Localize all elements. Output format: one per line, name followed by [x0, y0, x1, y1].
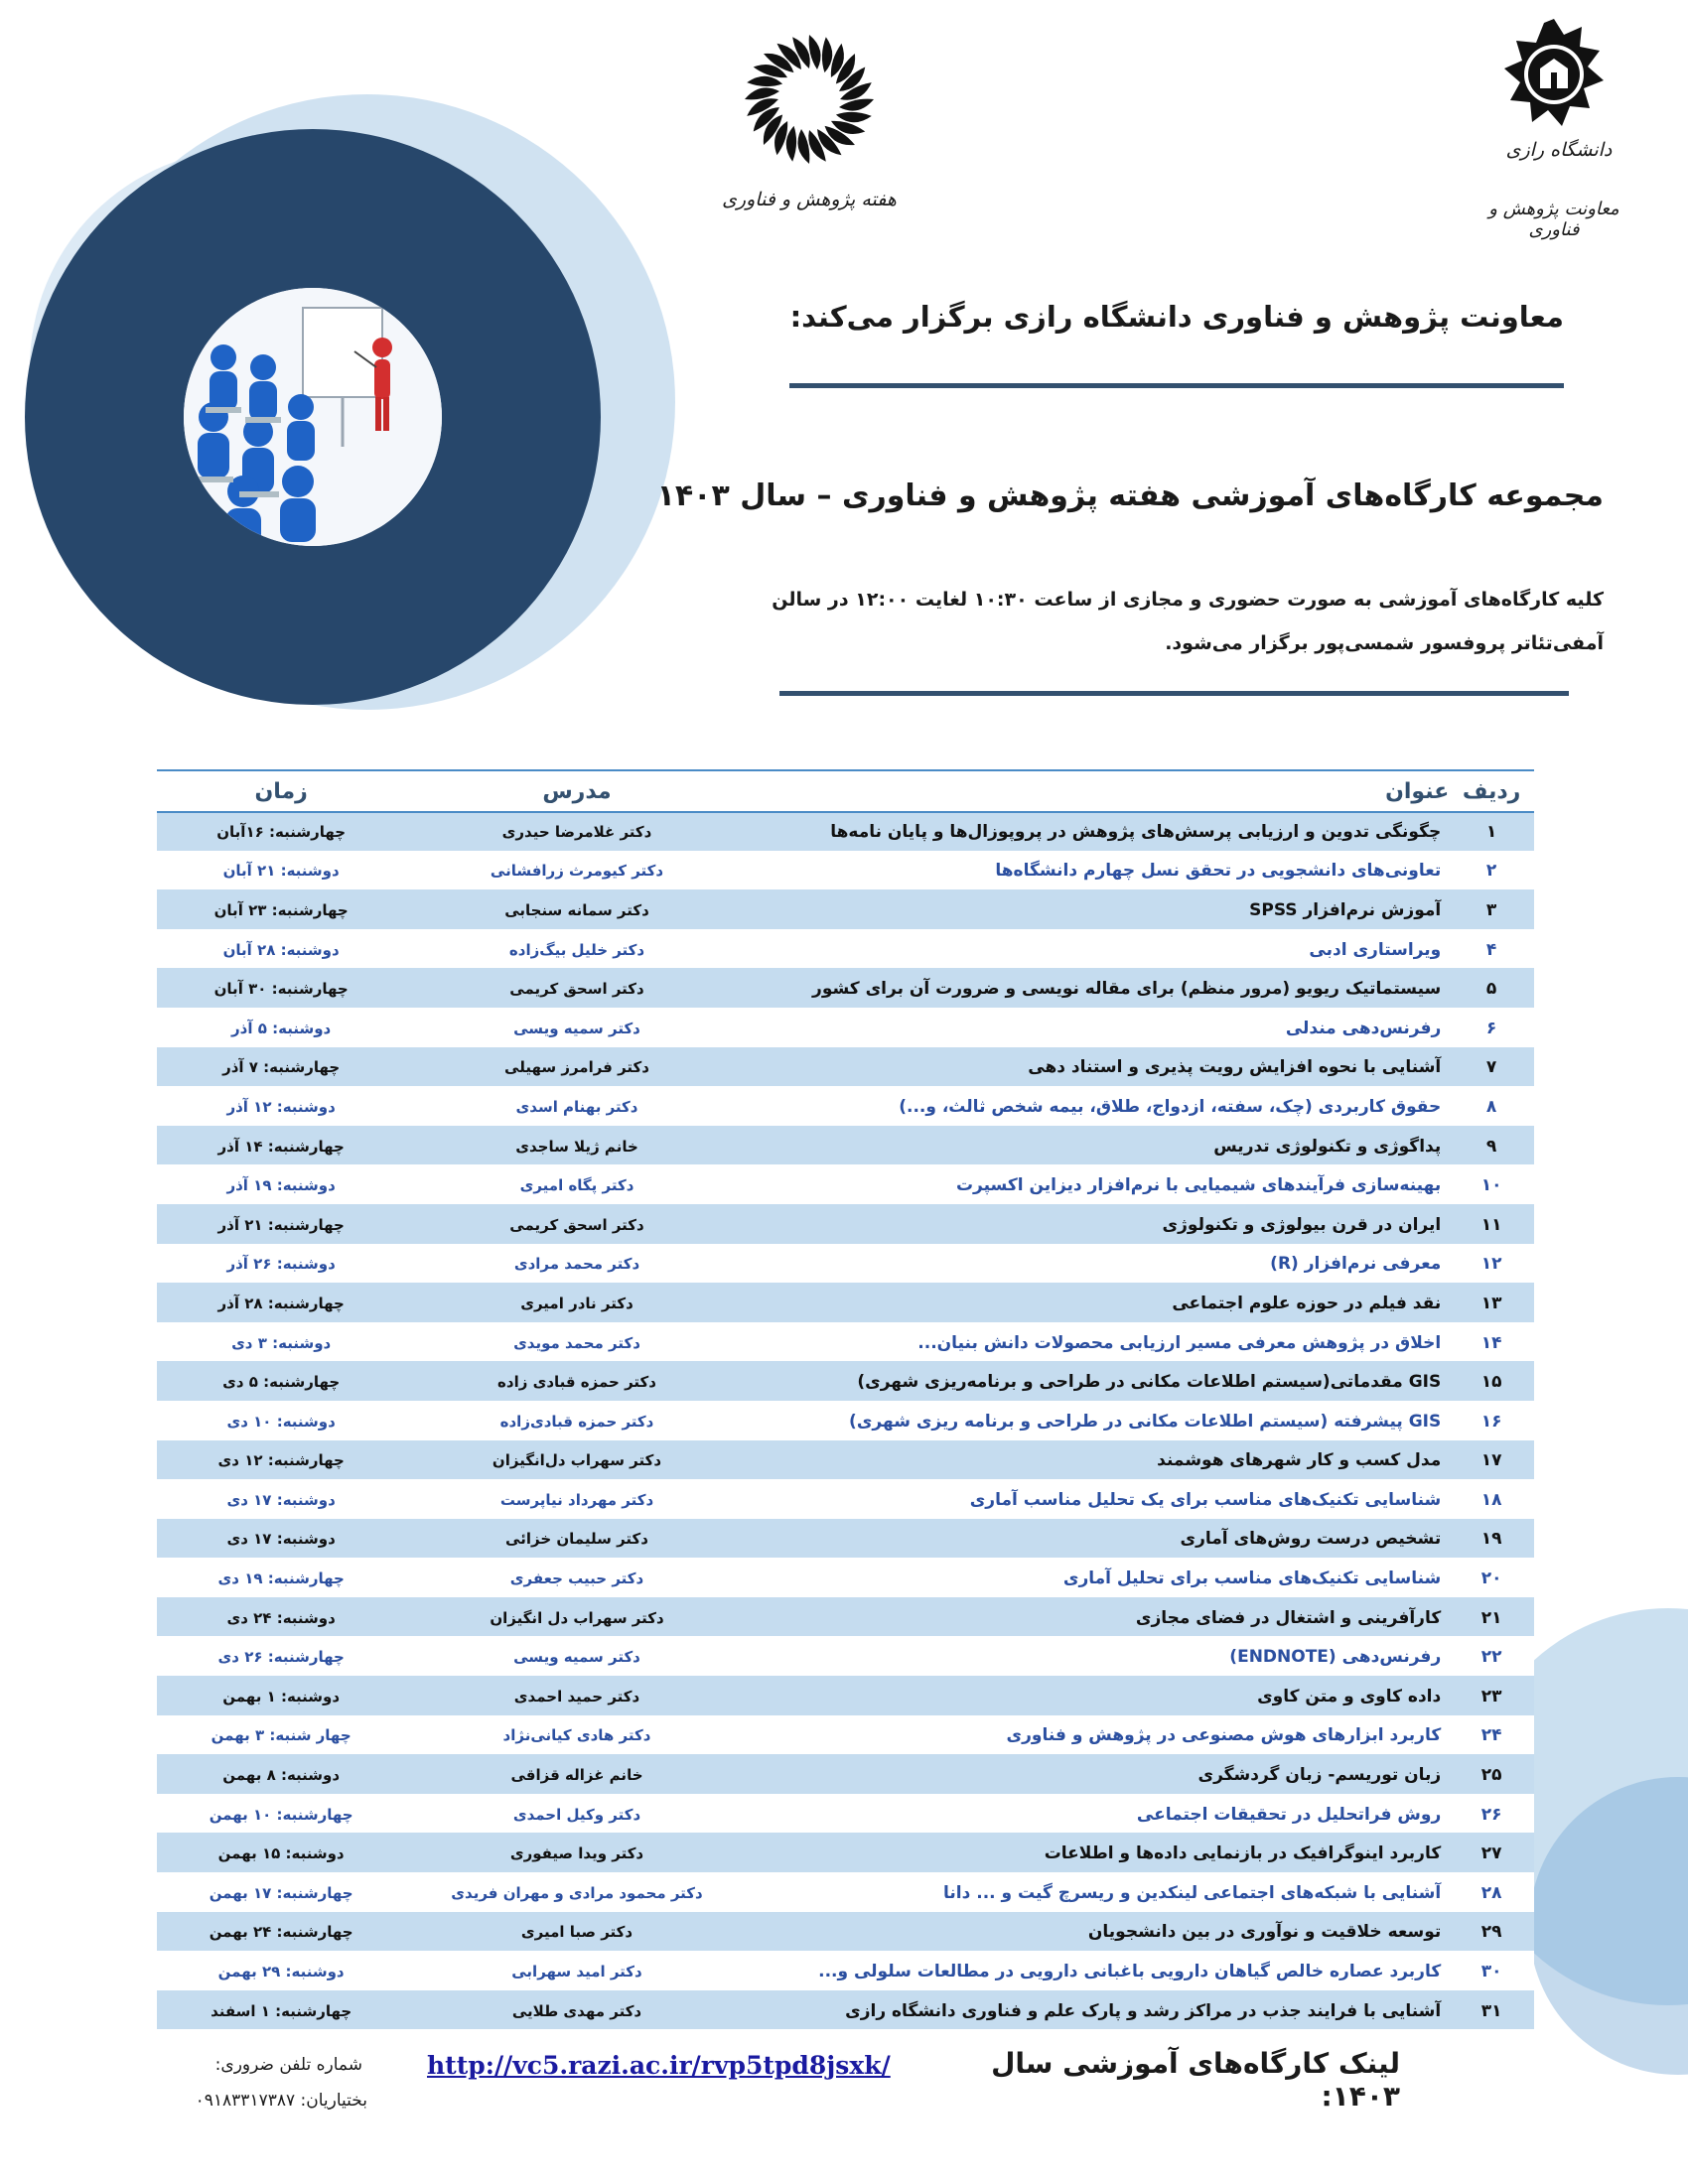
table-row: [157, 1520, 1534, 1560]
row-number: ۱۹: [1449, 1520, 1534, 1560]
workshop-time: دوشنبه: ۵ آذر: [157, 1009, 405, 1048]
workshop-title: GIS مقدماتی(سیستم اطلاعات مکانی در طراحی و برنامه‌ریزی شهری): [749, 1362, 1450, 1402]
instructor-name: دکتر سهراب دل‌انگیزان: [405, 1441, 748, 1481]
workshop-time: دوشنبه: ۲۸ آبان: [157, 930, 405, 970]
workshop-link-label: لینک کارگاه‌های آموزشی سال ۱۴۰۳:: [991, 2047, 1400, 2113]
instructor-name: دکتر سمیه ویسی: [405, 1637, 748, 1677]
workshop-time: دوشنبه: ۲۴ دی: [157, 1598, 405, 1638]
row-number: ۲۰: [1449, 1559, 1534, 1598]
phone-label: شماره تلفن ضروری:: [214, 2055, 362, 2075]
workshop-time: چهارشنبه: ۵ دی: [157, 1362, 405, 1402]
table-row: [157, 1834, 1534, 1873]
workshop-title: آشنایی با نحوه افزایش رویت پذیری و استناد دهی: [749, 1048, 1450, 1088]
table-row: [157, 1205, 1534, 1245]
row-number: ۲۸: [1449, 1873, 1534, 1913]
workshop-schedule-table: [157, 769, 1534, 2031]
workshop-time: دوشنبه: ۱۲ آذر: [157, 1087, 405, 1127]
razi-university-logo-icon: [1494, 15, 1614, 134]
instructor-name: دکتر مهدی طلایی: [405, 1991, 748, 2031]
row-number: ۲۳: [1449, 1677, 1534, 1716]
instructor-name: دکتر محمد مویدی: [405, 1323, 748, 1363]
workshop-time: دوشنبه: ۱ بهمن: [157, 1677, 405, 1716]
table-row: [157, 1362, 1534, 1402]
workshop-title: ویراستاری ادبی: [749, 930, 1450, 970]
workshop-time: چهار شنبه: ۳ بهمن: [157, 1716, 405, 1756]
instructor-name: دکتر سمیه ویسی: [405, 1009, 748, 1048]
workshop-time: چهارشنبه: ۲۴ بهمن: [157, 1913, 405, 1953]
workshop-title: تشخیص درست روش‌های آماری: [749, 1520, 1450, 1560]
divider: [789, 383, 1564, 388]
workshop-title: کارآفرینی و اشتغال در فضای مجازی: [749, 1598, 1450, 1638]
row-number: ۳۰: [1449, 1952, 1534, 1991]
workshop-title: رفرنس‌دهی مندلی: [749, 1009, 1450, 1048]
instructor-name: دکتر سهراب دل انگیزان: [405, 1598, 748, 1638]
workshop-title: تعاونی‌های دانشجویی در تحقق نسل چهارم دانشگاه‌ها: [749, 852, 1450, 891]
instructor-name: دکتر اسحق کریمی: [405, 969, 748, 1009]
workshop-illustration: [184, 288, 442, 546]
row-number: ۱۱: [1449, 1205, 1534, 1245]
header-num: ردیف: [1449, 770, 1534, 812]
table-row: [157, 1873, 1534, 1913]
instructor-name: دکتر حمزه قبادی زاده: [405, 1362, 748, 1402]
table-row: [157, 852, 1534, 891]
instructor-name: دکتر هادی کیانی‌نژاد: [405, 1716, 748, 1756]
workshop-title: پداگوژی و تکنولوژی تدریس: [749, 1127, 1450, 1166]
table-row: [157, 930, 1534, 970]
workshop-title: توسعه خلاقیت و نوآوری در بین دانشجویان: [749, 1913, 1450, 1953]
workshop-title: ایران در قرن بیولوژی و تکنولوژی: [749, 1205, 1450, 1245]
table-row: [157, 1402, 1534, 1441]
workshop-title: آموزش نرم‌افزار SPSS: [749, 890, 1450, 930]
instructor-name: دکتر فرامرز سهیلی: [405, 1048, 748, 1088]
header-time: زمان: [157, 770, 405, 812]
page-title: مجموعه کارگاه‌های آموزشی هفته پژوهش و فناوری – سال ۱۴۰۳: [656, 478, 1604, 513]
instructor-name: دکتر مهرداد نیاپرست: [405, 1480, 748, 1520]
workshop-time: دوشنبه: ۳ دی: [157, 1323, 405, 1363]
workshop-time: چهارشنبه: ۱۶آبان: [157, 812, 405, 852]
header-title: عنوان: [749, 770, 1450, 812]
instructor-name: دکتر اسحق کریمی: [405, 1205, 748, 1245]
instructor-name: دکتر نادر امیری: [405, 1284, 748, 1323]
workshop-title: کاربرد ابزارهای هوش مصنوعی در پژوهش و فناوری: [749, 1716, 1450, 1756]
row-number: ۷: [1449, 1048, 1534, 1088]
row-number: ۱۸: [1449, 1480, 1534, 1520]
instructor-name: دکتر حبیب جعفری: [405, 1559, 748, 1598]
workshop-time: دوشنبه: ۸ بهمن: [157, 1755, 405, 1795]
table-row: [157, 1009, 1534, 1048]
row-number: ۲۹: [1449, 1913, 1534, 1953]
table-row: [157, 812, 1534, 852]
instructor-name: دکتر محمود مرادی و مهران فریدی: [405, 1873, 748, 1913]
workshop-time: چهارشنبه: ۱۹ دی: [157, 1559, 405, 1598]
instructor-name: دکتر ویدا صیفوری: [405, 1834, 748, 1873]
table-body: [157, 812, 1534, 2030]
instructor-name: دکتر کیومرث زرافشانی: [405, 852, 748, 891]
workshop-title: رفرنس‌دهی (ENDNOTE): [749, 1637, 1450, 1677]
table-row: [157, 1598, 1534, 1638]
workshop-time: چهارشنبه: ۲۳ آبان: [157, 890, 405, 930]
workshop-time: دوشنبه: ۱۷ دی: [157, 1480, 405, 1520]
table-header-row: [157, 770, 1534, 812]
table-row: [157, 1245, 1534, 1285]
table-row: [157, 1913, 1534, 1953]
workshop-title: روش فراتحلیل در تحقیقات اجتماعی: [749, 1795, 1450, 1835]
workshop-title: معرفی نرم‌افزار (R): [749, 1245, 1450, 1285]
workshop-time: چهارشنبه: ۳۰ آبان: [157, 969, 405, 1009]
instructor-name: دکتر محمد مرادی: [405, 1245, 748, 1285]
workshop-title: آشنایی با شبکه‌های اجتماعی لینکدین و ریسرچ گیت و ... دانا: [749, 1873, 1450, 1913]
workshop-title: بهینه‌سازی فرآیندهای شیمیایی با نرم‌افزار دیزاین اکسپرت: [749, 1165, 1450, 1205]
workshop-title: شناسایی تکنیک‌های مناسب برای تحلیل آماری: [749, 1559, 1450, 1598]
instructor-name: دکتر غلامرضا حیدری: [405, 812, 748, 852]
workshop-title: سیستماتیک ریویو (مرور منظم) برای مقاله نویسی و ضرورت آن برای کشور: [749, 969, 1450, 1009]
row-number: ۴: [1449, 930, 1534, 970]
instructor-name: دکتر بهنام اسدی: [405, 1087, 748, 1127]
workshop-title: داده کاوی و متن کاوی: [749, 1677, 1450, 1716]
row-number: ۶: [1449, 1009, 1534, 1048]
workshop-title: شناسایی تکنیک‌های مناسب برای یک تحلیل مناسب آماری: [749, 1480, 1450, 1520]
workshop-time: چهارشنبه: ۷ آذر: [157, 1048, 405, 1088]
divider: [779, 691, 1569, 696]
workshop-time: دوشنبه: ۱۰ دی: [157, 1402, 405, 1441]
table-row: [157, 1677, 1534, 1716]
row-number: ۲۶: [1449, 1795, 1534, 1835]
instructor-name: دکتر وکیل احمدی: [405, 1795, 748, 1835]
workshop-time: چهارشنبه: ۱ اسفند: [157, 1991, 405, 2031]
row-number: ۱۶: [1449, 1402, 1534, 1441]
table-row: [157, 1087, 1534, 1127]
instructor-name: خانم غزاله قزاقی: [405, 1755, 748, 1795]
table-row: [157, 1755, 1534, 1795]
header-instructor: مدرس: [405, 770, 748, 812]
instructor-name: دکتر خلیل بیگ‌زاده: [405, 930, 748, 970]
row-number: ۲۵: [1449, 1755, 1534, 1795]
instructor-name: دکتر صبا امیری: [405, 1913, 748, 1953]
workshop-time: چهارشنبه: ۲۸ آذر: [157, 1284, 405, 1323]
table-row: [157, 1127, 1534, 1166]
workshop-title: آشنایی با فرایند جذب در مراکز رشد و پارک علم و فناوری دانشگاه رازی: [749, 1991, 1450, 2031]
instructor-name: دکتر پگاه امیری: [405, 1165, 748, 1205]
workshop-time: چهارشنبه: ۲۱ آذر: [157, 1205, 405, 1245]
row-number: ۲۱: [1449, 1598, 1534, 1638]
row-number: ۵: [1449, 969, 1534, 1009]
workshop-time: دوشنبه: ۲۶ آذر: [157, 1245, 405, 1285]
row-number: ۲: [1449, 852, 1534, 891]
table-row: [157, 1637, 1534, 1677]
instructor-name: خانم ژیلا ساجدی: [405, 1127, 748, 1166]
workshop-time: چهارشنبه: ۲۶ دی: [157, 1637, 405, 1677]
instructor-name: دکتر حمید احمدی: [405, 1677, 748, 1716]
workshop-time: چهارشنبه: ۱۴ آذر: [157, 1127, 405, 1166]
table-row: [157, 1048, 1534, 1088]
table-row: [157, 1165, 1534, 1205]
row-number: ۸: [1449, 1087, 1534, 1127]
row-number: ۲۷: [1449, 1834, 1534, 1873]
instructor-name: دکتر امید سهرابی: [405, 1952, 748, 1991]
workshop-title: کاربرد اینوگرافیک در بازنمایی داده‌ها و اطلاعات: [749, 1834, 1450, 1873]
workshop-link[interactable]: http://vc5.razi.ac.ir/rvp5tpd8jsxk/: [427, 2051, 891, 2080]
row-number: ۳۱: [1449, 1991, 1534, 2031]
workshop-title: چگونگی تدوین و ارزیابی پرسش‌های پژوهش در پروپوزال‌ها و پایان نامه‌ها: [749, 812, 1450, 852]
table-row: [157, 1795, 1534, 1835]
phone-number: بختیاریان: ۰۹۱۸۳۳۱۷۳۸۷: [195, 2091, 367, 2111]
row-number: ۱۵: [1449, 1362, 1534, 1402]
row-number: ۹: [1449, 1127, 1534, 1166]
instructor-name: دکتر حمزه قبادی‌زاده: [405, 1402, 748, 1441]
table-row: [157, 1441, 1534, 1481]
instructor-name: دکتر سلیمان خزائی: [405, 1520, 748, 1560]
table-row: [157, 1323, 1534, 1363]
workshop-title: زبان توریسم- زبان گردشگری: [749, 1755, 1450, 1795]
research-deputy-name: معاونت پژوهش و فناوری: [1488, 199, 1619, 240]
row-number: ۱۳: [1449, 1284, 1534, 1323]
table-row: [157, 1480, 1534, 1520]
table-row: [157, 1991, 1534, 2031]
workshop-time: دوشنبه: ۲۹ بهمن: [157, 1952, 405, 1991]
table-row: [157, 969, 1534, 1009]
razi-university-name: دانشگاه رازی: [1505, 139, 1613, 161]
row-number: ۱۰: [1449, 1165, 1534, 1205]
row-number: ۲۲: [1449, 1637, 1534, 1677]
row-number: ۳: [1449, 890, 1534, 930]
workshop-title: مدل کسب و کار شهرهای هوشمند: [749, 1441, 1450, 1481]
research-week-logo-icon: [735, 25, 884, 174]
workshop-title: نقد فیلم در حوزه علوم اجتماعی: [749, 1284, 1450, 1323]
page-heading: معاونت پژوهش و فناوری دانشگاه رازی برگزار می‌کند:: [789, 300, 1564, 334]
table-row: [157, 1284, 1534, 1323]
workshop-time: چهارشنبه: ۱۰ بهمن: [157, 1795, 405, 1835]
workshop-time: چهارشنبه: ۱۲ دی: [157, 1441, 405, 1481]
workshop-time: چهارشنبه: ۱۷ بهمن: [157, 1873, 405, 1913]
table-row: [157, 890, 1534, 930]
table-row: [157, 1952, 1534, 1991]
workshop-title: حقوق کاربردی (چک، سفته، ازدواج، طلاق، بیمه شخص ثالث، و...): [749, 1087, 1450, 1127]
row-number: ۱۷: [1449, 1441, 1534, 1481]
row-number: ۲۴: [1449, 1716, 1534, 1756]
workshop-time: دوشنبه: ۱۷ دی: [157, 1520, 405, 1560]
research-week-logo-text: هفته پژوهش و فناوری: [722, 189, 897, 210]
workshop-title: کاربرد عصاره خالص گیاهان دارویی باغبانی دارویی در مطالعات سلولی و...: [749, 1952, 1450, 1991]
workshop-time: دوشنبه: ۱۵ بهمن: [157, 1834, 405, 1873]
workshop-description: کلیه کارگاه‌های آموزشی به صورت حضوری و مجازی از ساعت ۱۰:۳۰ لغایت ۱۲:۰۰ در سالن آمفی‌تئاتر پروفسور شمسی‌پور برگزار می‌شود.: [772, 589, 1604, 654]
workshop-title: اخلاق در پژوهش معرفی مسیر ارزیابی محصولات دانش بنیان...: [749, 1323, 1450, 1363]
row-number: ۱۴: [1449, 1323, 1534, 1363]
row-number: ۱: [1449, 812, 1534, 852]
workshop-time: دوشنبه: ۲۱ آبان: [157, 852, 405, 891]
instructor-name: دکتر سمانه سنجابی: [405, 890, 748, 930]
workshop-time: دوشنبه: ۱۹ آذر: [157, 1165, 405, 1205]
table-row: [157, 1716, 1534, 1756]
workshop-title: GIS پیشرفته (سیستم اطلاعات مکانی در طراحی و برنامه ریزی شهری): [749, 1402, 1450, 1441]
table-row: [157, 1559, 1534, 1598]
row-number: ۱۲: [1449, 1245, 1534, 1285]
